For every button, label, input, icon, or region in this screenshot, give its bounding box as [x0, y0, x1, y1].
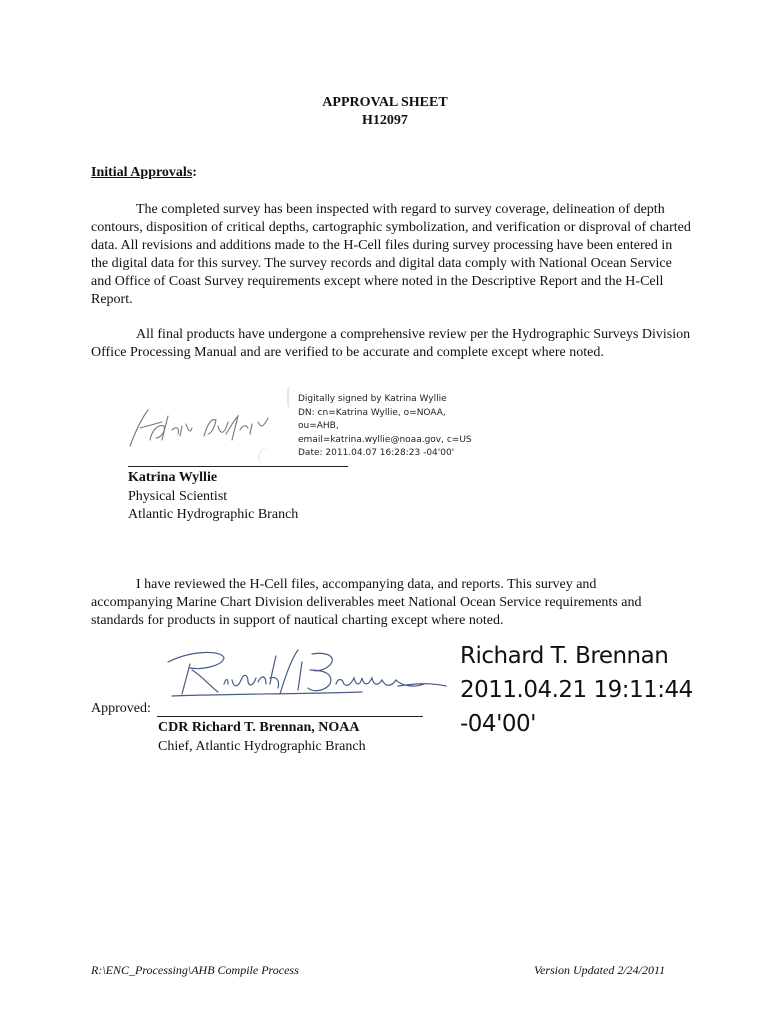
- paragraph-2-text: All final products have undergone a comprehensive review per the Hydrographic Surveys Division Office Processing Manual and are verified to be accurate and complete except where noted.: [91, 327, 691, 360]
- initial-approvals-heading: Initial Approvals: [91, 165, 193, 180]
- signatory-brennan-block: [158, 719, 366, 756]
- digital-signature-line: email=katrina.wyllie@noaa.gov, c=US: [298, 434, 472, 445]
- signatory-branch: Atlantic Hydrographic Branch: [128, 507, 299, 522]
- digital-signature-line: ou=AHB,: [298, 421, 339, 431]
- review-paragraph-text: I have reviewed the H-Cell files, accompanying data, and reports. This survey and accompanying Marine Chart Division deliverables meet National Ocean Service requirements and standards for products in support of nautical charting except where noted.: [91, 577, 642, 628]
- footer-version: Version Updated 2/24/2011: [534, 963, 666, 977]
- digital-signature-line: Date: 2011.04.07 16:28:23 -04'00': [298, 448, 455, 458]
- signatory-katrina-block: [128, 469, 298, 525]
- heading-colon: :: [192, 165, 197, 180]
- document-title: APPROVAL SHEET: [322, 95, 448, 110]
- digital-signature-brennan: [460, 639, 770, 741]
- paragraph-survey-inspection: [91, 201, 691, 309]
- signature-line-2: [157, 716, 423, 717]
- paragraph-review: [91, 576, 681, 630]
- signature-katrina-wyllie: [122, 400, 282, 452]
- digital-signature-line: Digitally signed by Katrina Wyllie: [298, 394, 447, 404]
- footer-file-path: R:\ENC_Processing\AHB Compile Process: [91, 963, 299, 977]
- digital-signature-name: Richard T. Brennan: [460, 643, 669, 669]
- signatory-name: CDR Richard T. Brennan, NOAA: [158, 720, 360, 735]
- signatory-role: Physical Scientist: [128, 488, 228, 504]
- signature-watermark-mark: [287, 386, 295, 408]
- digital-signature-date: 2011.04.21 19:11:44 -04'00': [460, 677, 693, 737]
- survey-id: H12097: [362, 113, 408, 128]
- signature-richard-brennan: [162, 644, 452, 702]
- digital-signature-line: DN: cn=Katrina Wyllie, o=NOAA,: [298, 407, 446, 418]
- signatory-role: Chief, Atlantic Hydrographic Branch: [158, 738, 366, 754]
- signature-line-1: [128, 466, 348, 467]
- signatory-name: Katrina Wyllie: [128, 470, 218, 485]
- paragraph-1-text: The completed survey has been inspected with regard to survey coverage, delineation of depth contours, disposition of critical depths, cartographic symbolization, and verification or disproval of charted data. All revisions and additions made to the H-Cell files during survey processing have been entered in the digital data for this survey. The survey records and digital data comply with National Ocean Service and Office of Coast Survey requirements except where noted in the Descriptive Report and the H-Cell Report.: [91, 202, 691, 307]
- paragraph-final-products: [91, 326, 691, 362]
- section-heading: [91, 165, 197, 181]
- approved-label: Approved:: [91, 701, 151, 716]
- digital-signature-katrina: [298, 393, 472, 461]
